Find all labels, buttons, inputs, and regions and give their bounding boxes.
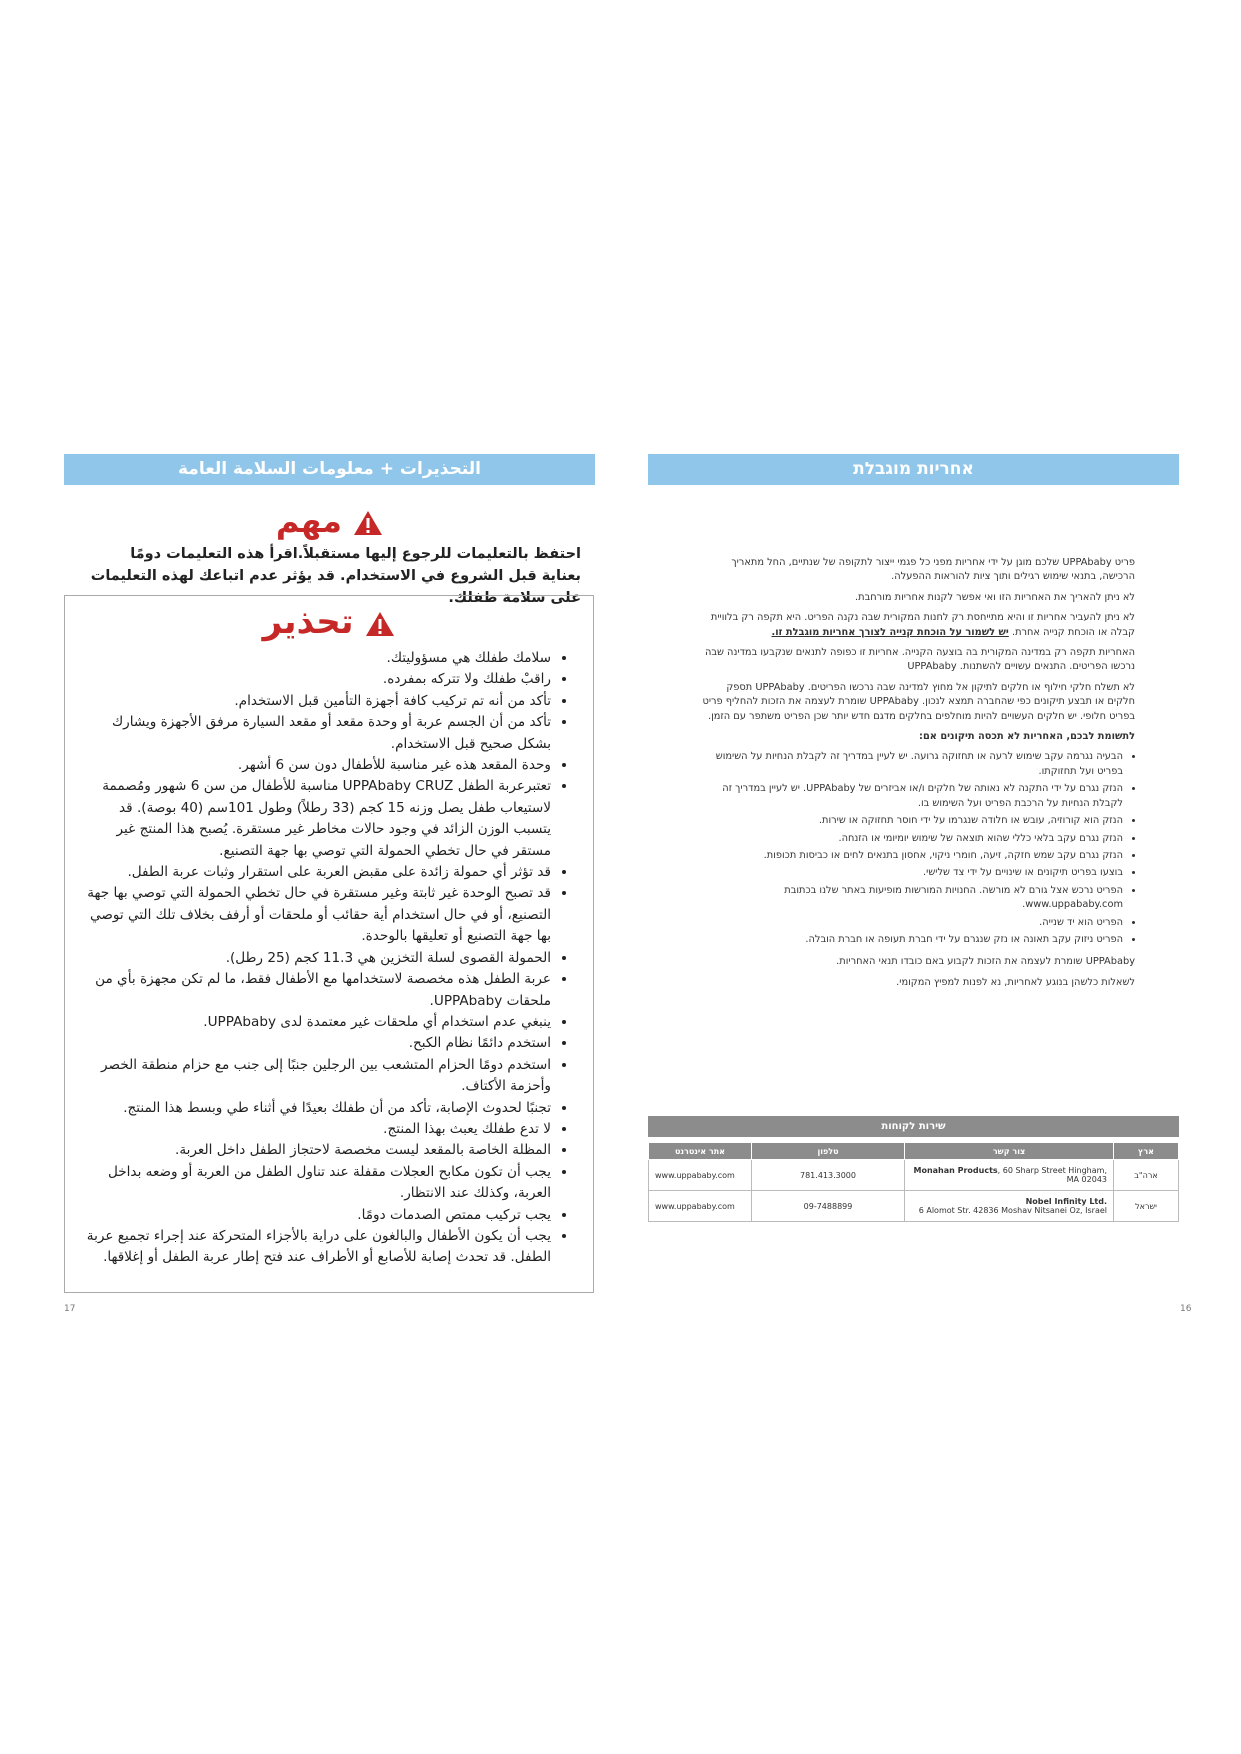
exclusions-title: לתשומת לבכם, האחריות לא תכסה תיקונים אם: <box>919 731 1135 743</box>
exclusion-item: • הבעיה נגרמה עקב שימוש לרעה או תחזוקה גרועה. יש לעיין במדריך זה לקבלת הנחיות על השימוש בפריט ועל תחזוקתו. <box>700 750 1123 779</box>
column-header: אתר אינטרנט <box>649 1143 752 1160</box>
warranty-text <box>700 556 1135 996</box>
hebrew-section-header: אחריות מוגבלת <box>648 454 1179 485</box>
country-cell: ארה"ב <box>1114 1160 1179 1191</box>
company-address: 6 Alomot Str. 42836 Moshav Nitsanei Oz, Israel <box>918 1206 1107 1215</box>
exclusion-item: • הפריט הוא יד שנייה. <box>700 916 1123 930</box>
warranty-paragraph: פריט UPPAbaby שלכם מוגן על ידי אחריות מפני כל פגמי ייצור לתקופה של שנתיים, החל מתאריך הרכישה, בתנאי שימוש רגילים ותוך ציות להוראות ההפעלה. <box>731 557 1135 583</box>
column-header: טלפון <box>752 1143 905 1160</box>
arabic-section-header: التحذيرات + معلومات السلامة العامة <box>64 454 595 485</box>
warning-item: • تأكد من أنه تم تركيب كافة أجهزة التأمين قبل الاستخدام. <box>79 691 551 712</box>
exclusion-item: • הנזק הוא קורוזיה, עובש או חלודה שנגרמו על ידי חוסר תחזוקה או שירות. <box>700 814 1123 828</box>
country-cell: ישראל <box>1114 1191 1179 1222</box>
warning-item: • استخدم دائمًا نظام الكبح. <box>79 1033 551 1054</box>
warning-item: • استخدم دومًا الحزام المتشعب بين الرجلين جنبًا إلى جنب مع حزام منطقة الخصر وأحزمة الأكتاف. <box>79 1055 551 1098</box>
warning-item: • قد تؤثر أي حمولة زائدة على مقبض العربة على استقرار وثبات عربة الطفل. <box>79 862 551 883</box>
warning-item: • تجنبًا لحدوث الإصابة، تأكد من أن طفلك بعيدًا في أثناء طي وبسط هذا المنتج. <box>79 1098 551 1119</box>
warranty-paragraph-text: לא ניתן להעביר אחריות זו והיא מתייחסת רק לחנות המקורית שבה נקנה הפריט. היא תקפה רק בלוויית קבלה או הוכחת קנייה אחרת. <box>710 612 1135 638</box>
table-header-row <box>649 1143 1179 1160</box>
important-label: مهم <box>275 502 342 540</box>
company-name: Nobel Infinity Ltd. <box>1025 1197 1107 1206</box>
warning-triangle-icon <box>353 510 383 536</box>
warranty-paragraph <box>700 611 1135 640</box>
warranty-paragraph: לא ניתן להאריך את האחריות הזו ואי אפשר לקנות אחריות מורחבת. <box>855 591 1135 603</box>
exclusion-item: • הנזק נגרם על ידי התקנה לא נאותה של חלקים ו/או אביזרים של UPPAbaby. יש לעיין במדריך זה לקבלת הנחיות על הרכבת הפריט ועל השימוש בו. <box>700 782 1123 811</box>
phone-cell: 781.413.3000 <box>752 1160 905 1191</box>
exclusion-item: • הפריט נרכש אצל גורם לא מורשה. החנויות המורשות מופיעות באתר שלנו בכתובת www.uppababy.com. <box>700 884 1123 913</box>
table-row <box>649 1191 1179 1222</box>
page-number-left: 17 <box>64 1304 76 1314</box>
customer-service-table <box>648 1142 1179 1222</box>
warning-item: • لا تدع طفلك يعبث بهذا المنتج. <box>79 1119 551 1140</box>
exclusion-item: • הנזק נגרם עקב בלאי כללי שהוא תוצאה של שימוש יומיומי או הזנחה. <box>700 832 1123 846</box>
warning-item: • وحدة المقعد هذه غير مناسبة للأطفال دون سن 6 أشهر. <box>79 755 551 776</box>
warranty-paragraph: האחריות תקפה רק במדינה המקורית בה בוצעה הקנייה. אחריות זו כפופה לתנאים שנקבעו במדינה שבה נרכשו הפריטים. התנאים עשויים להשתנות. UPPAbaby <box>704 647 1135 673</box>
column-header: ארץ <box>1114 1143 1179 1160</box>
proof-of-purchase-note: יש לשמור על הוכחת קנייה לצורך אחריות מוגבלת זו. <box>771 626 1009 638</box>
warning-item: • الحمولة القصوى لسلة التخزين هي 11.3 كجم (25 رطل). <box>79 948 551 969</box>
exclusion-item: • בוצעו בפריט תיקונים או שינויים על ידי צד שלישי. <box>700 866 1123 880</box>
website-cell[interactable]: www.uppababy.com <box>649 1160 752 1191</box>
contact-cell <box>905 1191 1114 1222</box>
exclusion-item: • הפריט ניזוק עקב תאונה או נזק שנגרם על ידי חברת תעופה או חברת הובלה. <box>700 933 1123 947</box>
warning-item: • راقبْ طفلك ولا تتركه بمفرده. <box>79 669 551 690</box>
customer-service-title: שירות לקוחות <box>648 1116 1179 1137</box>
warning-list <box>79 648 567 1269</box>
warranty-paragraph: UPPAbaby שומרת לעצמה את הזכות לקבוע באם כובדו תנאי האחריות. <box>836 956 1135 968</box>
page-number-right: 16 <box>1180 1304 1192 1314</box>
exclusions-list <box>700 750 1135 947</box>
warning-label: تحذير <box>262 602 354 642</box>
column-header: צור קשר <box>905 1143 1114 1160</box>
company-address: , 60 Sharp Street Hingham, MA 02043 <box>997 1166 1107 1184</box>
exclusion-item: • הנזק נגרם עקב שמש חזקה, זיעה, חומרי ניקוי, אחסון בתנאים לחים או כביסות תכופות. <box>700 849 1123 863</box>
warning-item: • يجب تركيب ممتص الصدمات دومًا. <box>79 1205 551 1226</box>
important-heading <box>64 502 595 540</box>
warning-item: • ينبغي عدم استخدام أي ملحقات غير معتمدة لدى UPPAbaby. <box>79 1012 551 1033</box>
warning-item: • عربة الطفل هذه مخصصة لاستخدامها مع الأطفال فقط، ما لم تكن مجهزة بأي من ملحقات UPPAbaby. <box>79 969 551 1012</box>
warning-box <box>64 595 594 1293</box>
company-name: Monahan Products <box>913 1166 998 1175</box>
warning-item: • يجب أن تكون مكابح العجلات مقفلة عند تناول الطفل من العربة أو وضعه بداخل العربة، وكذلك عند الانتظار. <box>79 1162 551 1205</box>
warning-triangle-icon <box>365 611 395 637</box>
warranty-paragraph: לשאלות כלשהן בנוגע לאחריות, נא לפנות למפיץ המקומי. <box>896 976 1135 988</box>
warning-heading <box>65 602 593 642</box>
contact-cell <box>905 1160 1114 1191</box>
website-cell[interactable]: www.uppababy.com <box>649 1191 752 1222</box>
warning-item: • يجب أن يكون الأطفال والبالغون على دراية بالأجزاء المتحركة عند إجراء تجميع عربة الطفل. قد تحدث إصابة للأصابع أو الأطراف عند فتح إطار عربة الطفل أو إغلاقها. <box>79 1226 551 1269</box>
warning-item: • قد تصبح الوحدة غير ثابتة وغير مستقرة في حال تخطي الحمولة التي توصي بها جهة التصنيع، أو في حال استخدام أية حقائب أو ملحقات أو أرفف بخلاف تلك التي توصي بها جهة التصنيع أو تعليقها بالوحدة. <box>79 883 551 947</box>
warning-item: • المظلة الخاصة بالمقعد ليست مخصصة لاحتجاز الطفل داخل العربة. <box>79 1140 551 1161</box>
warranty-paragraph: לא תשלח חלקי חילוף או חלקים לתיקון אל מחוץ למדינה שבה נרכשו הפריטים. UPPAbaby תספק חלקים או תבצע תיקונים כפי שהחברה תמצא לנכון. UPPAbaby שומרת לעצמה את הזכות להחליף פריט בפריט חלופי. יש חלקים העשויים להיות מוחלפים בחלקים מדגם חדש יותר שכן הפריט משתפר עם הזמן. <box>702 681 1135 722</box>
important-text: احتفظ بالتعليمات للرجوع إليها مستقبلاً.اقرأ هذه التعليمات دومًا بعناية قبل الشروع في الاستخدام. قد يؤثر عدم اتباعك لهذه التعليمات على سلامة طفلك. <box>90 546 581 606</box>
table-row <box>649 1160 1179 1191</box>
warning-item: • تعتبرعربة الطفل UPPAbaby CRUZ مناسبة للأطفال من سن 6 شهور ومُصممة لاستيعاب طفل يصل وزنه 15 كجم (33 رطلاً) وطول 101سم (40 بوصة). قد يتسبب الوزن الزائد في وجود حالات مخاطر غير مستقرة. يُصبح هذا المنتج غير مستقر في حال تخطي الحمولة التي توصي بها جهة التصنيع. <box>79 776 551 862</box>
warning-item: • تأكد من أن الجسم عربة أو وحدة مقعد أو مقعد السيارة مرفق الأجهزة ويشارك بشكل صحيح قبل الاستخدام. <box>79 712 551 755</box>
warning-item: • سلامك طفلك هي مسؤوليتك. <box>79 648 551 669</box>
phone-cell: 09-7488899 <box>752 1191 905 1222</box>
